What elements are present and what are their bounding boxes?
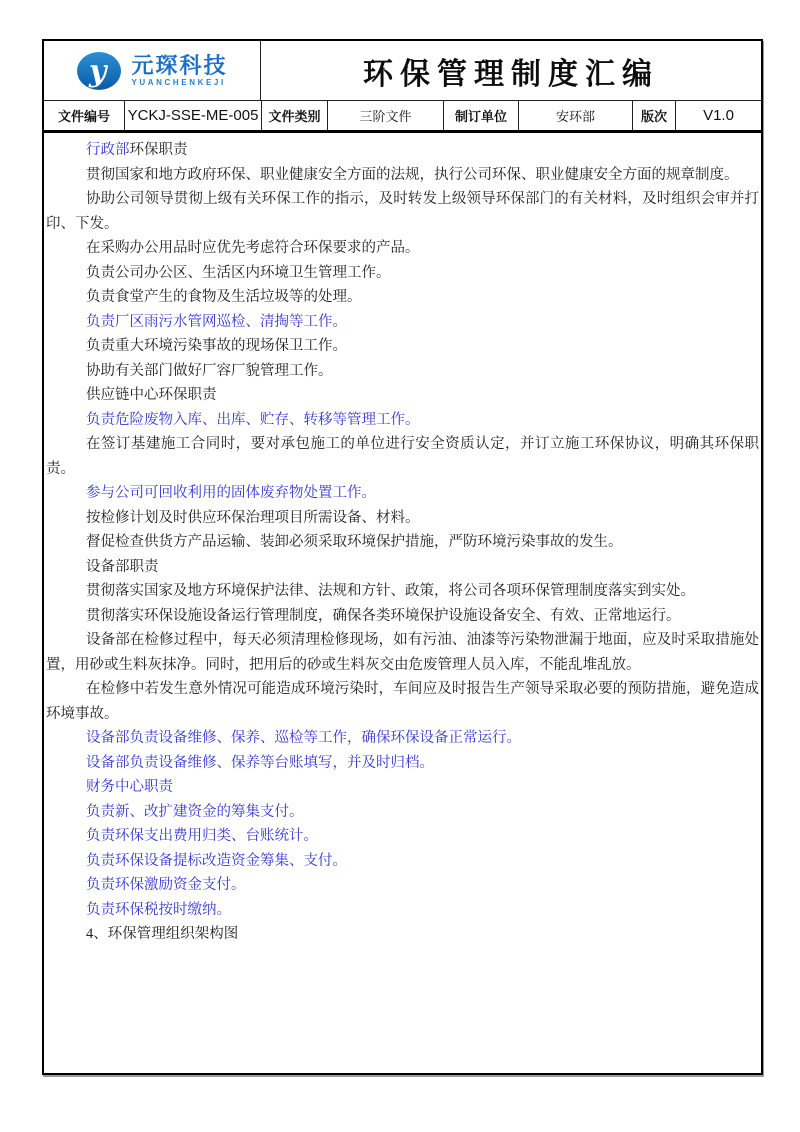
paragraph-text: 设备部负责设备维修、保养、巡检等工作，确保环保设备正常运行。 (86, 730, 521, 746)
paragraph (46, 922, 759, 947)
document-header (44, 41, 761, 101)
paragraph (46, 800, 759, 825)
paragraph-text: 按检修计划及时供应环保治理项目所需设备、材料。 (86, 509, 420, 526)
paragraph-text: 环保职责 (129, 142, 188, 158)
paragraph (46, 261, 759, 286)
document-meta-row (44, 101, 761, 133)
paragraph (46, 775, 759, 800)
paragraph (46, 506, 759, 531)
paragraph (46, 187, 759, 236)
paragraph (46, 873, 759, 898)
paragraph (46, 726, 759, 751)
paragraph (46, 310, 759, 335)
company-name-cn: 元琛科技 (131, 52, 228, 78)
document-title: 环保管理制度汇编 (363, 57, 659, 91)
paragraph (46, 628, 759, 677)
paragraph (46, 285, 759, 310)
paragraph-text: 负责环保税按时缴纳。 (86, 901, 231, 918)
paragraph (46, 359, 759, 384)
paragraph-text: 贯彻国家和地方政府环保、职业健康安全方面的法规，执行公司环保、职业健康安全方面的规章制度。 (86, 166, 739, 183)
paragraph (46, 751, 759, 776)
paragraph-text: 贯彻落实国家及地方环境保护法律、法规和方针、政策，将公司各项环保管理制度落实到实处。 (86, 583, 695, 599)
yuanchen-logo-icon (76, 51, 122, 91)
paragraph-text: 贯彻落实环保设施设备运行管理制度，确保各类环境保护设施设备安全、有效、正常地运行。 (86, 607, 681, 624)
body-paragraphs (44, 133, 761, 947)
logo-cell (44, 41, 261, 100)
paragraph (46, 408, 759, 433)
paragraph-text: 负责环保设备提标改造资金筹集、支付。 (86, 852, 347, 869)
paragraph (46, 579, 759, 604)
paragraph (46, 138, 759, 163)
doc-version-label: 版次 (633, 101, 676, 130)
paragraph (46, 530, 759, 555)
doc-category-value: 三阶文件 (328, 101, 444, 130)
doc-number-label: 文件编号 (44, 101, 125, 130)
paragraph-text: 负责环保支出费用归类、台账统计。 (86, 828, 318, 844)
paragraph-text: 4、环保管理组织架构图 (86, 926, 239, 942)
paragraph (46, 236, 759, 261)
paragraph-text: 在检修中若发生意外情况可能造成环境污染时，车间应及时报告生产领导采取必要的预防措施，避免造成环境事故。 (46, 681, 759, 722)
paragraph (46, 334, 759, 359)
logo-text (131, 52, 228, 87)
paragraph-text: 在采购办公用品时应优先考虑符合环保要求的产品。 (86, 240, 420, 256)
paragraph-text: 供应链中心环保职责 (86, 387, 217, 403)
paragraph-text: 督促检查供货方产品运输、装卸必须采取环境保护措施，严防环境污染事故的发生。 (86, 534, 623, 550)
doc-number-value: YCKJ-SSE-ME-005 (125, 101, 262, 130)
paragraph-text: 负责重大环境污染事故的现场保卫工作。 (86, 338, 347, 354)
company-name-en: YUANCHENKEJI (131, 77, 226, 87)
paragraph-text: 参与公司可回收利用的固体废弃物处置工作。 (86, 485, 376, 501)
paragraph (46, 383, 759, 408)
doc-unit-label: 制订单位 (444, 101, 519, 130)
paragraph (46, 677, 759, 726)
paragraph-text: 负责厂区雨污水管网巡检、清掏等工作。 (86, 313, 347, 330)
paragraph (46, 604, 759, 629)
document-frame (42, 39, 763, 1075)
paragraph-text: 负责食堂产生的食物及生活垃圾等的处理。 (86, 289, 362, 305)
paragraph-text: 行政部 (86, 142, 130, 158)
paragraph-text: 负责危险废物入库、出库、贮存、转移等管理工作。 (86, 411, 420, 428)
paragraph-text: 负责公司办公区、生活区内环境卫生管理工作。 (86, 264, 391, 281)
paragraph (46, 849, 759, 874)
paragraph-text: 设备部职责 (86, 558, 159, 575)
paragraph-text: 协助公司领导贯彻上级有关环保工作的指示，及时转发上级领导环保部门的有关材料，及时组织会审并打印、下发。 (46, 191, 759, 232)
paragraph (46, 432, 759, 481)
paragraph-text: 负责环保激励资金支付。 (86, 877, 246, 893)
doc-category-label: 文件类别 (262, 101, 328, 130)
svg-text:y: y (89, 53, 107, 89)
paragraph (46, 163, 759, 188)
paragraph (46, 555, 759, 580)
paragraph (46, 481, 759, 506)
paragraph-text: 协助有关部门做好厂容厂貌管理工作。 (86, 362, 333, 379)
paragraph-text: 设备部在检修过程中，每天必须清理检修现场，如有污油、油漆等污染物泄漏于地面，应及时采取措施处置，用砂或生料灰抹净。同时，把用后的砂或生料灰交由危废管理人员入库，不能乱堆乱放。 (46, 632, 759, 673)
paragraph-text: 财务中心职责 (86, 779, 173, 795)
paragraph-text: 在签订基建施工合同时，要对承包施工的单位进行安全资质认定，并订立施工环保协议，明确其环保职责。 (46, 436, 759, 477)
paragraph-text: 设备部负责设备维修、保养等台账填写，并及时归档。 (86, 754, 434, 771)
paragraph-text: 负责新、改扩建资金的筹集支付。 (86, 803, 304, 820)
paragraph (46, 898, 759, 923)
doc-version-value: V1.0 (703, 107, 734, 124)
doc-unit-value: 安环部 (519, 101, 633, 130)
paragraph (46, 824, 759, 849)
